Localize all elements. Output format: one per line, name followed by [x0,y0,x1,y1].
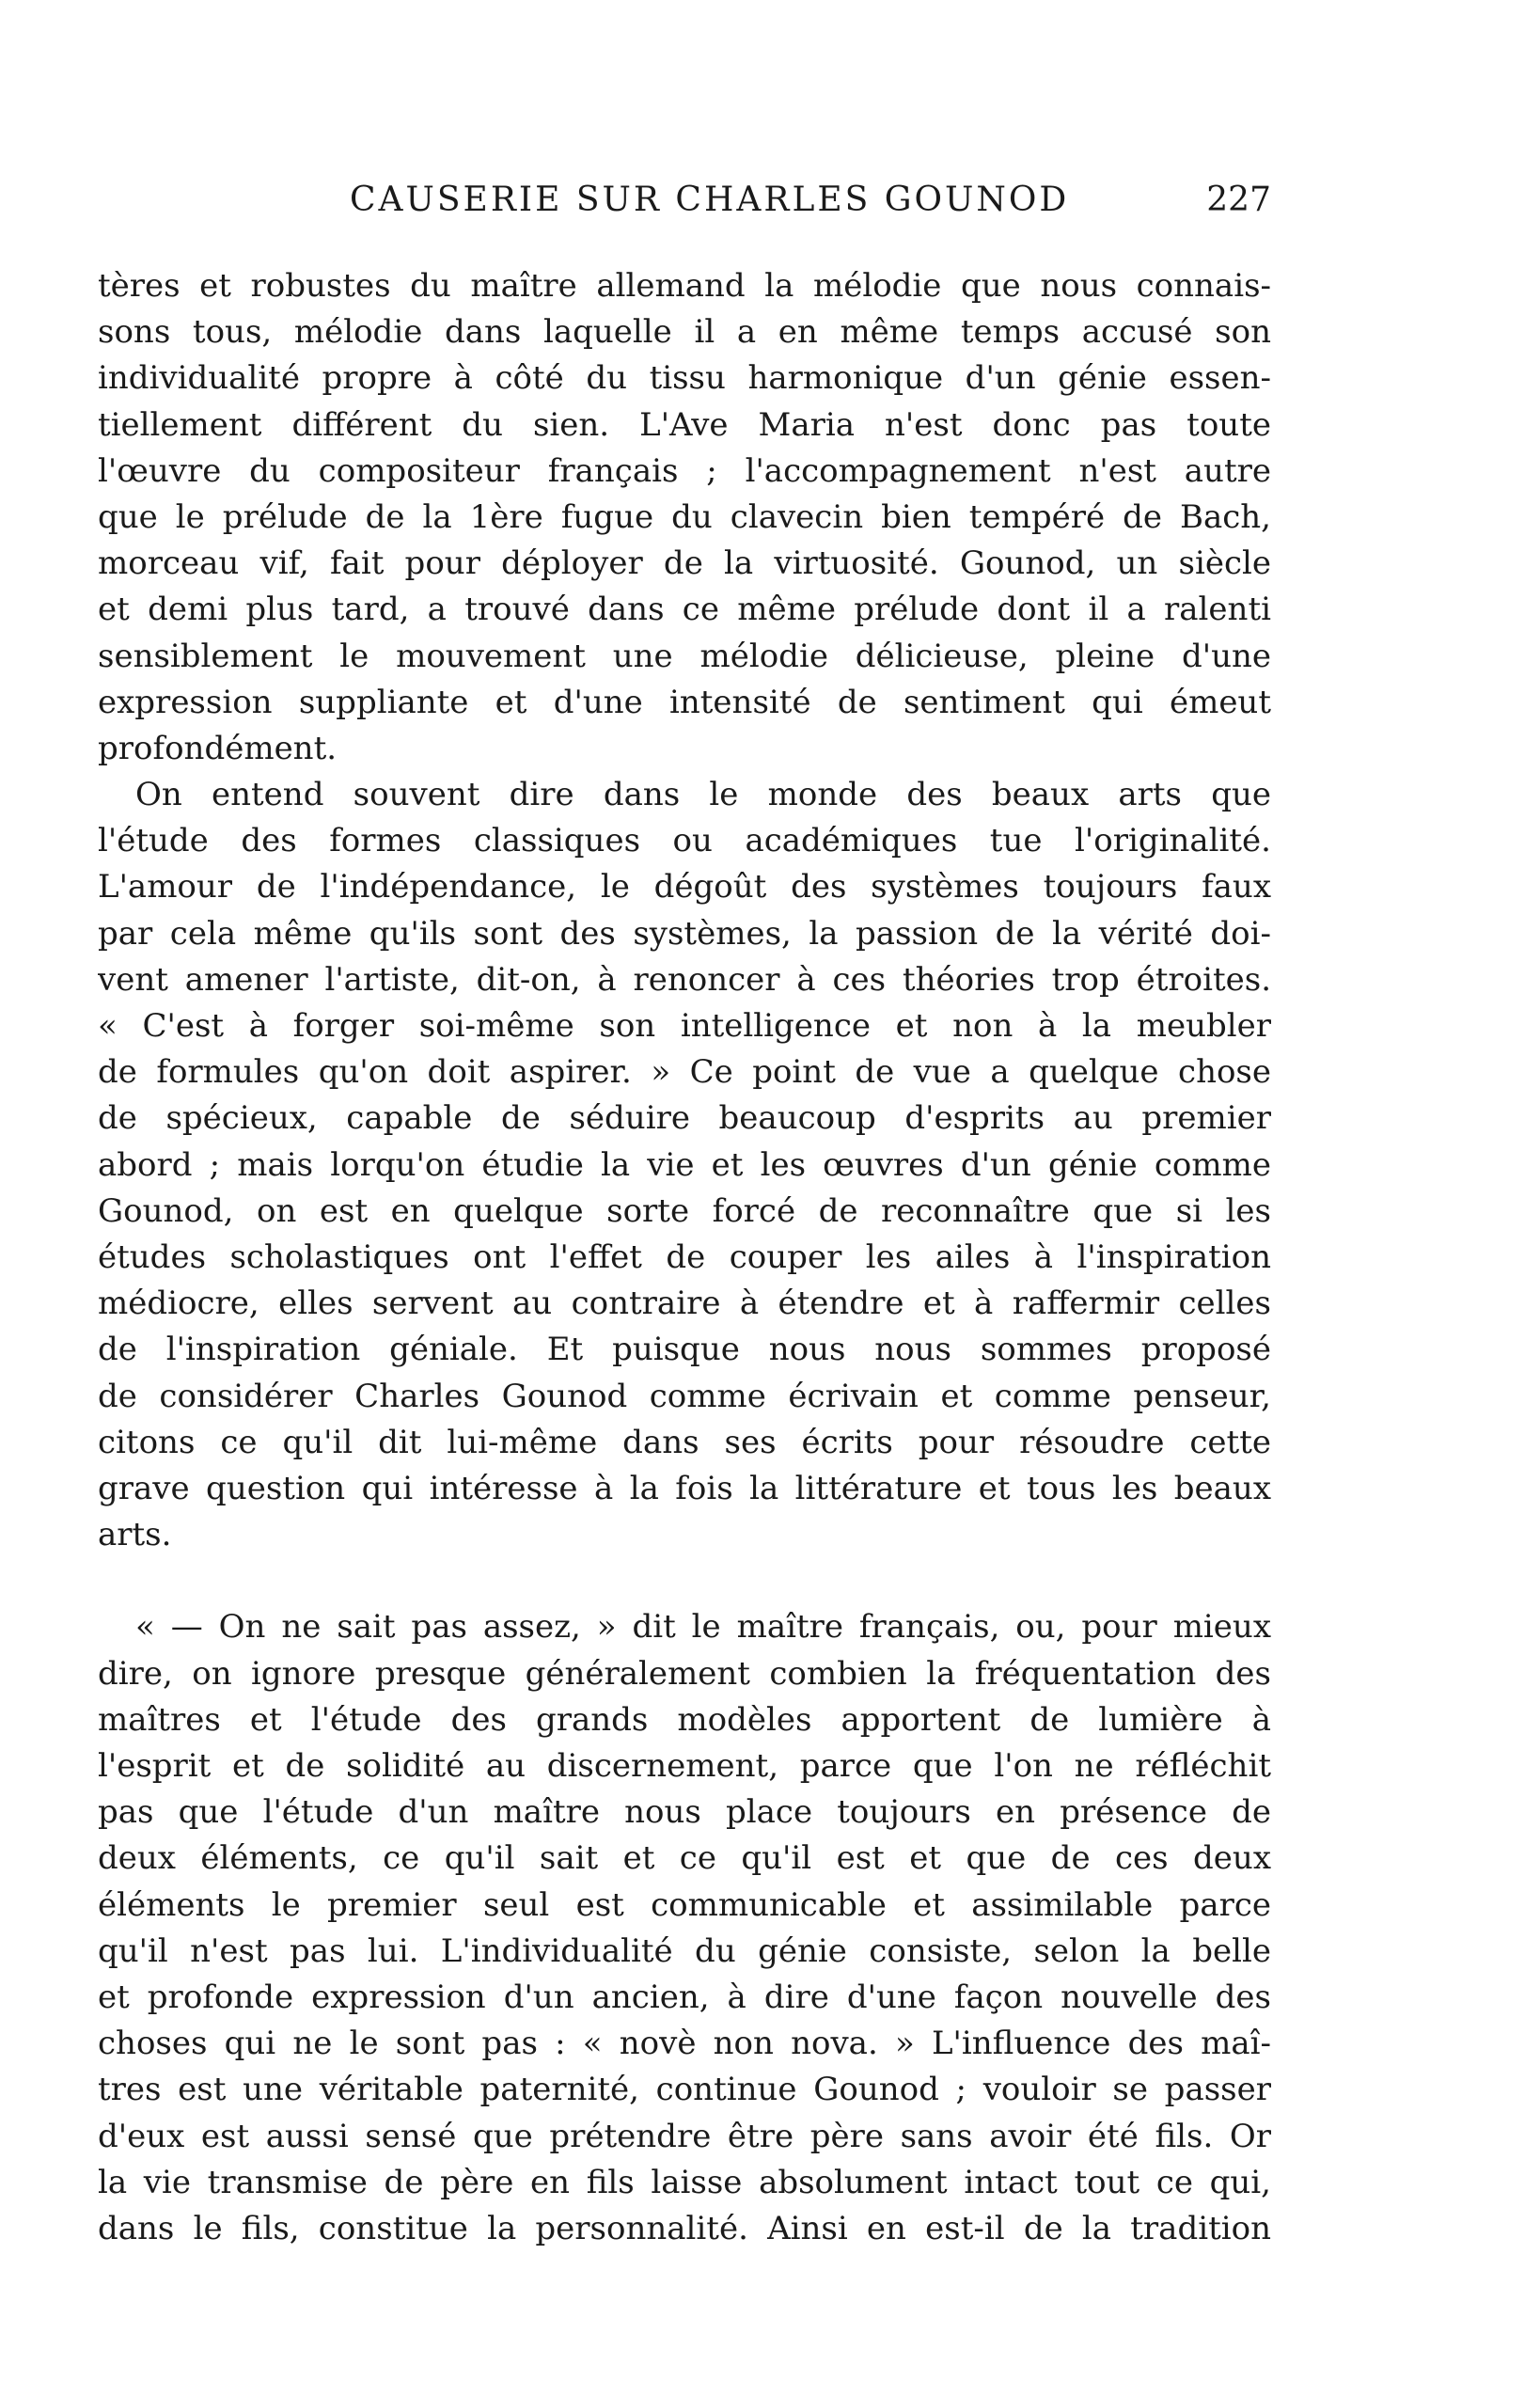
text-line: par cela même qu'ils sont des systèmes, la passion de la vérité doi- [98,914,1271,953]
text-line: l'œuvre du compositeur français ; l'accompagnement n'est autre [98,451,1271,490]
text-line: expression suppliante et d'une intensité de sentiment qui émeut [98,683,1271,721]
text-line: citons ce qu'il dit lui-même dans ses écrits pour résoudre cette [98,1423,1271,1461]
text-line: « — On ne sait pas assez, » dit le maître français, ou, pour mieux [135,1608,1271,1647]
text-line: éléments le premier seul est communicable et assimilable parce [98,1885,1271,1924]
body-text [98,263,1271,2252]
running-title: CAUSERIE SUR CHARLES GOUNOD [350,181,1070,219]
text-line: de spécieux, capable de séduire beaucoup d'esprits au premier [98,1099,1271,1138]
text-line: On entend souvent dire dans le monde des beaux arts que [135,776,1271,814]
text-line: sensiblement le mouvement une mélodie délicieuse, pleine d'une [98,637,1271,675]
text-line: profondément. [98,729,338,767]
text-line: sons tous, mélodie dans laquelle il a en même temps accusé son [98,313,1271,352]
text-line: qu'il n'est pas lui. L'individualité du génie consiste, selon la belle [98,1931,1271,1970]
text-line: L'amour de l'indépendance, le dégoût des systèmes toujours faux [98,868,1271,906]
text-line: deux éléments, ce qu'il sait et ce qu'il est et que de ces deux [98,1839,1271,1878]
running-head [350,181,1271,237]
text-line: d'eux est aussi sensé que prétendre être père sans avoir été fils. Or [98,2117,1271,2155]
text-line: arts. [98,1516,172,1554]
text-line: l'esprit et de solidité au discernement, parce que l'on ne réfléchit [98,1747,1271,1785]
text-line: pas que l'étude d'un maître nous place toujours en présence de [98,1793,1271,1832]
text-line: choses qui ne le sont pas : « novè non nova. » L'influence des maî- [98,2025,1271,2063]
text-line: de considérer Charles Gounod comme écrivain et comme penseur, [98,1377,1271,1415]
text-line: individualité propre à côté du tissu harmonique d'un génie essen- [98,359,1271,398]
text-line: et profonde expression d'un ancien, à dire d'une façon nouvelle des [98,1978,1271,2016]
text-line: de l'inspiration géniale. Et puisque nous nous sommes proposé [98,1331,1271,1369]
text-line: abord ; mais lorqu'on étudie la vie et les œuvres d'un génie comme [98,1145,1271,1184]
text-line: médiocre, elles servent au contraire à étendre et à raffermir celles [98,1285,1271,1323]
text-line: et demi plus tard, a trouvé dans ce même prélude dont il a ralenti [98,591,1271,629]
text-line: de formules qu'on doit aspirer. » Ce point de vue a quelque chose [98,1053,1271,1092]
page-number: 227 [1206,181,1271,219]
text-line: grave question qui intéresse à la fois la littérature et tous les beaux [98,1469,1271,1507]
text-line: Gounod, on est en quelque sorte forcé de reconnaître que si les [98,1191,1271,1230]
text-line: études scholastiques ont l'effet de couper les ailes à l'inspiration [98,1237,1271,1276]
text-line: tiellement différent du sien. L'Ave Maria n'est donc pas toute [98,405,1271,444]
text-line: la vie transmise de père en fils laisse absolument intact tout ce qui, [98,2163,1271,2201]
text-line: tres est une véritable paternité, continue Gounod ; vouloir se passer [98,2071,1271,2109]
text-line: morceau vif, fait pour déployer de la virtuosité. Gounod, un siècle [98,544,1271,583]
text-line: maîtres et l'étude des grands modèles apportent de lumière à [98,1700,1271,1739]
text-line: que le prélude de la 1ère fugue du clavecin bien tempéré de Bach, [98,497,1271,536]
text-line: tères et robustes du maître allemand la mélodie que nous connais- [98,267,1271,305]
text-line: l'étude des formes classiques ou académiques tue l'originalité. [98,822,1271,860]
paragraph-gap [98,1558,1271,1604]
text-line: « C'est à forger soi-même son intelligence et non à la meubler [98,1007,1271,1045]
text-line: dire, on ignore presque généralement combien la fréquentation des [98,1654,1271,1693]
text-line: vent amener l'artiste, dit-on, à renoncer à ces théories trop étroites. [98,960,1271,999]
text-line: dans le fils, constitue la personnalité. Ainsi en est-il de la tradition [98,2209,1271,2247]
